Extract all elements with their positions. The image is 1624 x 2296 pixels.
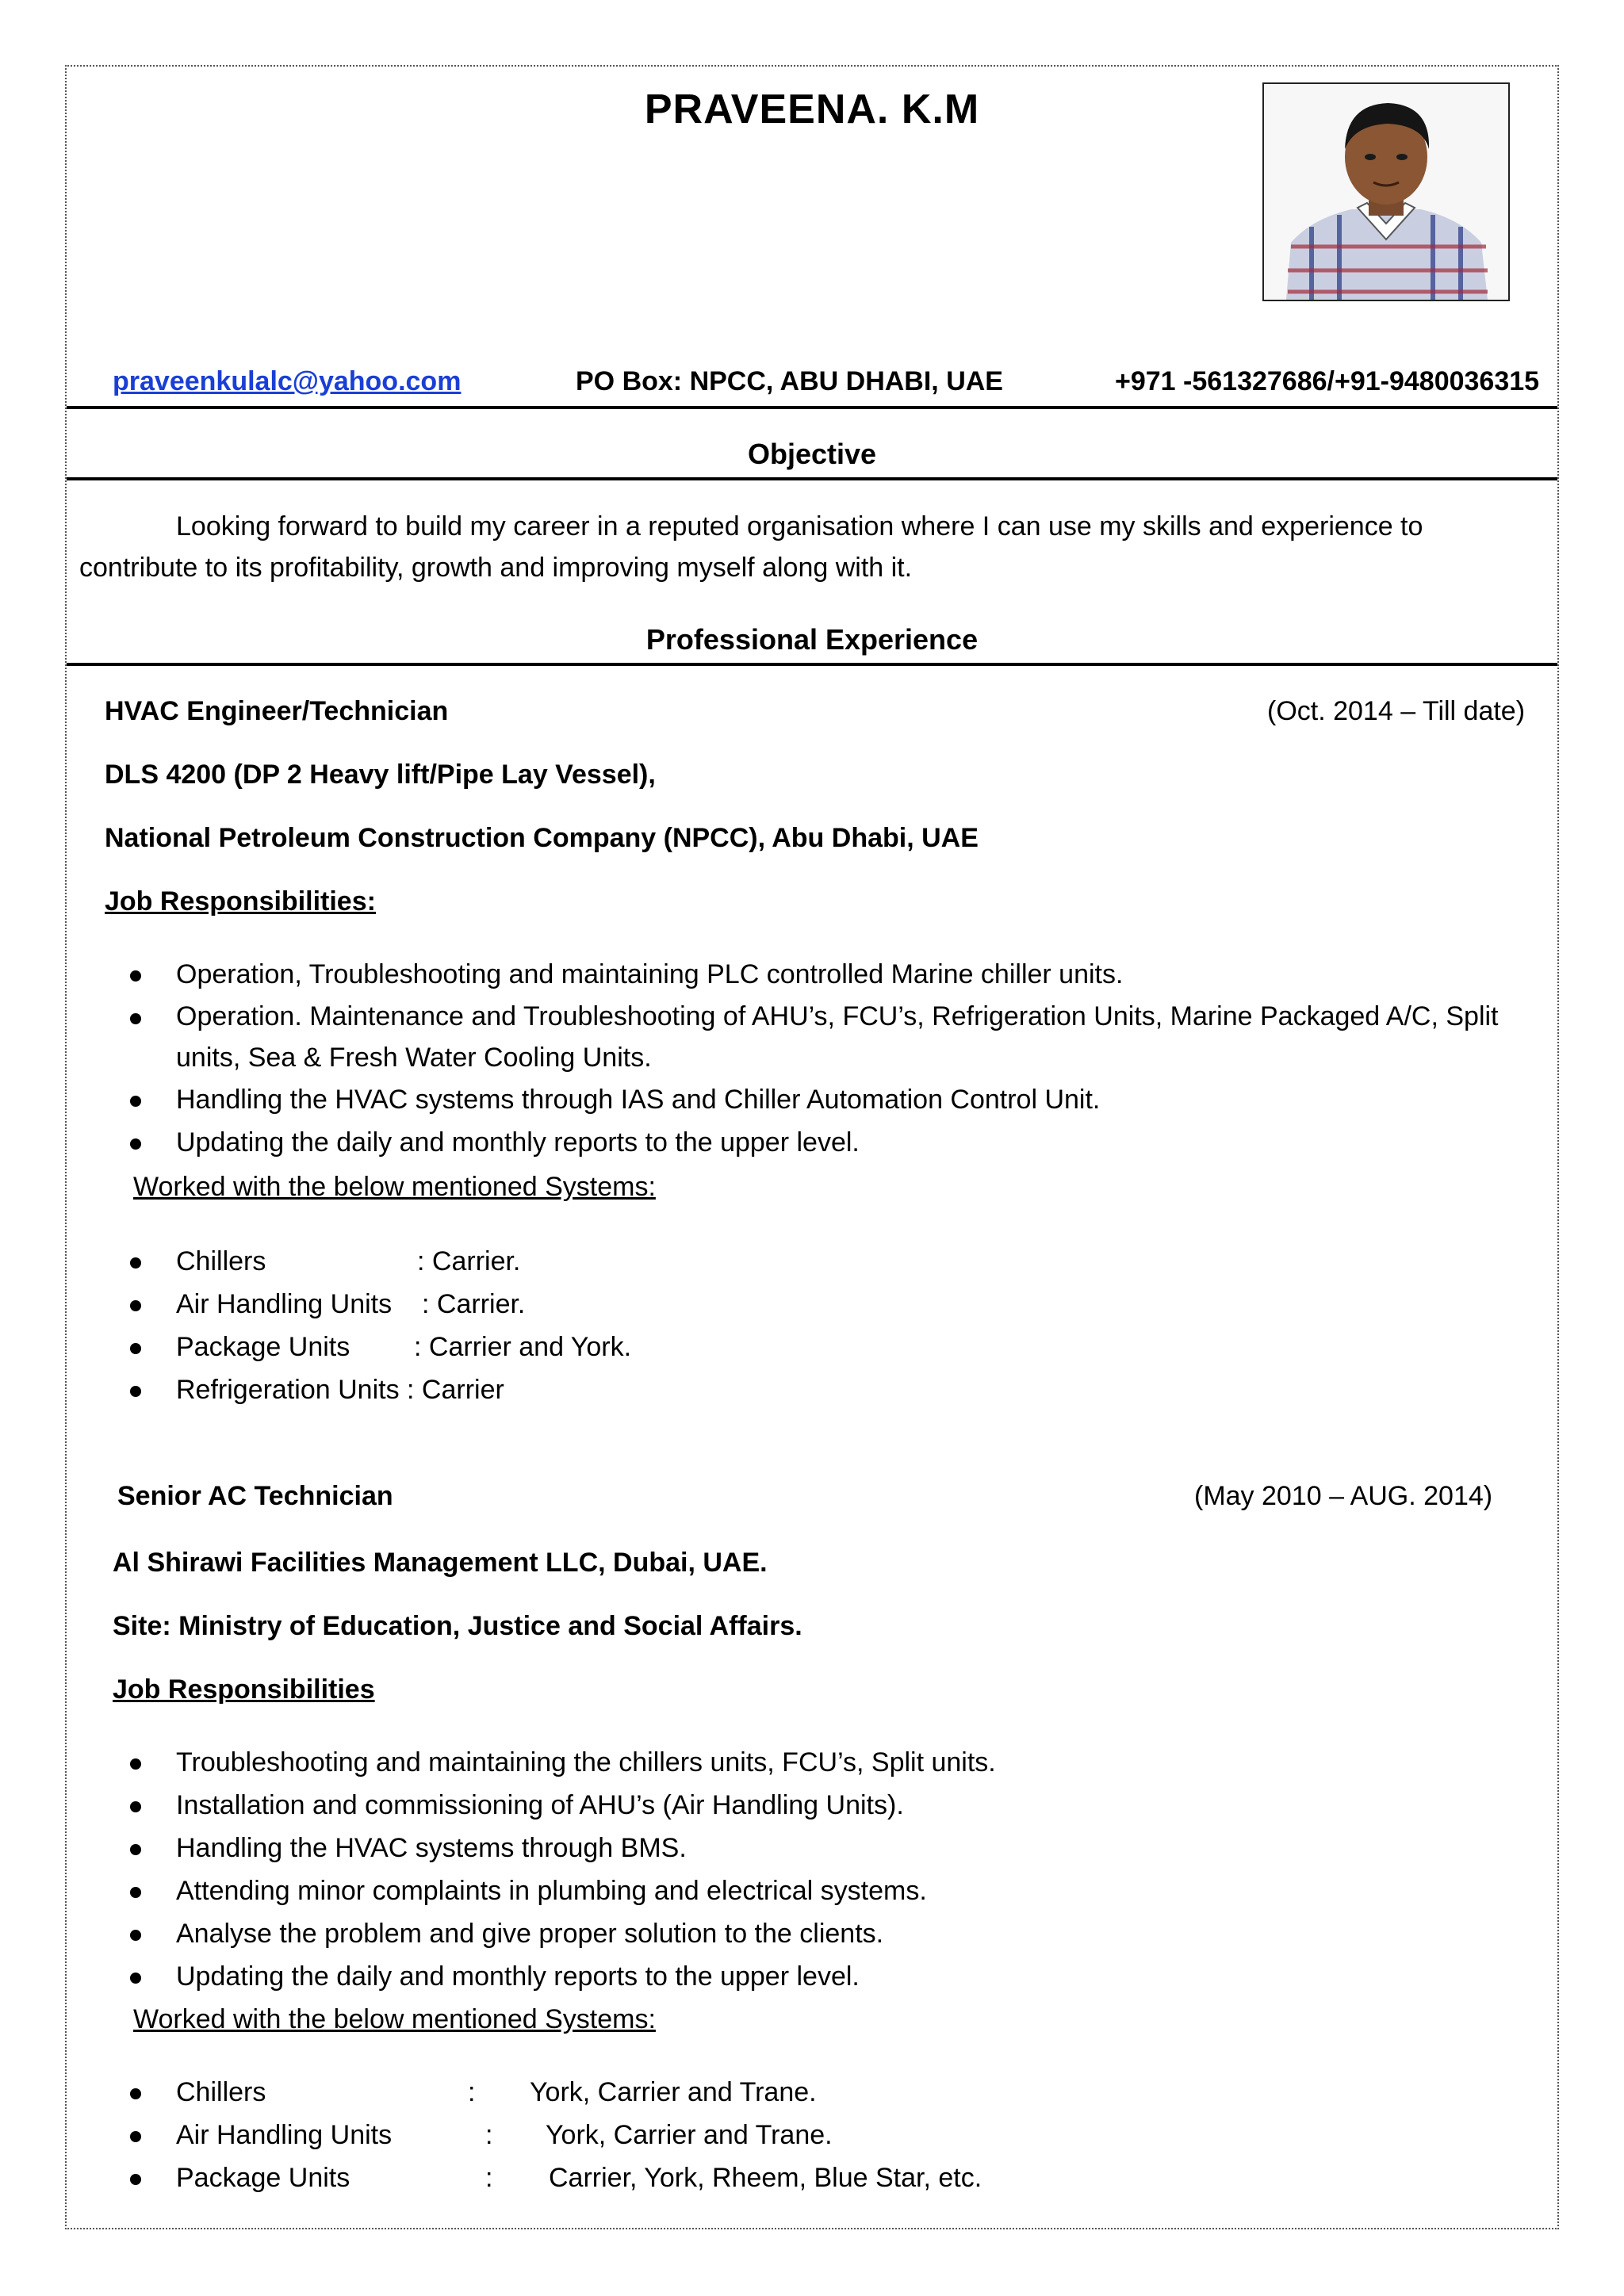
system-name: Refrigeration Units [176,1375,400,1405]
system-name: Chillers [176,2077,266,2107]
system-brands: Carrier [421,1375,504,1405]
system-separator: : [417,1246,425,1276]
job-2-company: Al Shirawi Facilities Management LLC, Dubai, UAE. [113,1548,768,1578]
list-item [127,1326,1538,1368]
list-item [127,2114,1538,2156]
list-item: Installation and commissioning of AHU’s (Air Handling Units). [127,1784,1538,1827]
list-item: Attending minor complaints in plumbing and electrical systems. [127,1869,1538,1912]
list-item [127,1240,1538,1283]
job-2-site: Site: Ministry of Education, Justice and Social Affairs. [113,1611,802,1641]
list-item: Operation, Troubleshooting and maintaining PLC controlled Marine chiller units. [127,953,1538,996]
system-brands: York, Carrier and Trane. [530,2077,817,2107]
objective-text [79,506,1522,588]
job-2-systems-list [127,2071,1538,2199]
list-item: Handling the HVAC systems through IAS and Chiller Automation Control Unit. [127,1078,1538,1121]
list-item: Updating the daily and monthly reports to the upper level. [127,1955,1538,1998]
list-item [127,2156,1538,2199]
divider [67,477,1557,480]
system-brands: Carrier and York. [428,1332,632,1362]
system-name: Package Units [176,2163,350,2193]
system-brands: Carrier. [436,1289,526,1319]
job-2-responsibilities-heading: Job Responsibilities [113,1674,375,1705]
system-name: Air Handling Units [176,2120,393,2150]
list-item [127,1283,1538,1326]
system-name: Air Handling Units [176,1289,393,1319]
list-item: Operation. Maintenance and Troubleshooting of AHU’s, FCU’s, Refrigeration Units, Marine Packaged A/C, Split units, Sea & Fresh Water Cooling Units. [127,996,1538,1078]
list-item: Updating the daily and monthly reports to the upper level. [127,1121,1538,1164]
system-name: Package Units [176,1332,350,1362]
system-separator: : [407,1375,415,1405]
divider [67,406,1557,409]
job-1-systems-heading: Worked with the below mentioned Systems: [133,1172,656,1202]
system-brands: York, Carrier and Trane. [546,2120,833,2150]
job-1-vessel: DLS 4200 (DP 2 Heavy lift/Pipe Lay Vessel), [105,760,656,790]
list-item [127,2071,1538,2114]
system-separator: : [422,1289,430,1319]
job-1-systems-list [127,1240,1538,1411]
system-separator: : [414,1332,422,1362]
experience-heading: Professional Experience [645,623,979,656]
system-brands: Carrier. [431,1246,521,1276]
email-link[interactable]: praveenkulalc@yahoo.com [113,366,462,396]
list-item: Analyse the problem and give proper solution to the clients. [127,1912,1538,1955]
po-box-address: PO Box: NPCC, ABU DHABI, UAE [576,366,1003,396]
job-2-role: Senior AC Technician [117,1481,393,1511]
job-1-role: HVAC Engineer/Technician [105,696,449,726]
job-2-responsibilities-list [127,1741,1538,1998]
system-name: Chillers [176,1246,266,1276]
person-photo-icon [1264,84,1508,300]
list-item: Handling the HVAC systems through BMS. [127,1827,1538,1869]
job-1-dates: (Oct. 2014 – Till date) [1267,696,1526,726]
list-item [127,1368,1538,1411]
system-separator: : [485,2120,493,2150]
list-item: Troubleshooting and maintaining the chillers units, FCU’s, Split units. [127,1741,1538,1784]
phone-numbers: +971 -561327686/+91-9480036315 [1115,366,1540,396]
job-1-responsibilities-list [127,953,1538,1164]
candidate-name: PRAVEENA. K.M [644,86,980,132]
job-1-company: National Petroleum Construction Company (NPCC), Abu Dhabi, UAE [105,823,979,853]
job-2-dates: (May 2010 – AUG. 2014) [1194,1481,1493,1511]
objective-paragraph: Looking forward to build my career in a reputed organisation where I can use my skills and experience to contribute to its profitability, growth and improving myself along with it. [79,511,1423,583]
profile-photo [1262,82,1510,301]
system-separator: : [485,2163,493,2193]
system-separator: : [468,2077,476,2107]
divider [67,663,1557,666]
system-brands: Carrier, York, Rheem, Blue Star, etc. [549,2163,982,2193]
job-2-systems-heading: Worked with the below mentioned Systems: [133,2004,656,2034]
objective-heading: Objective [747,438,877,470]
job-1-responsibilities-heading: Job Responsibilities: [105,886,376,916]
